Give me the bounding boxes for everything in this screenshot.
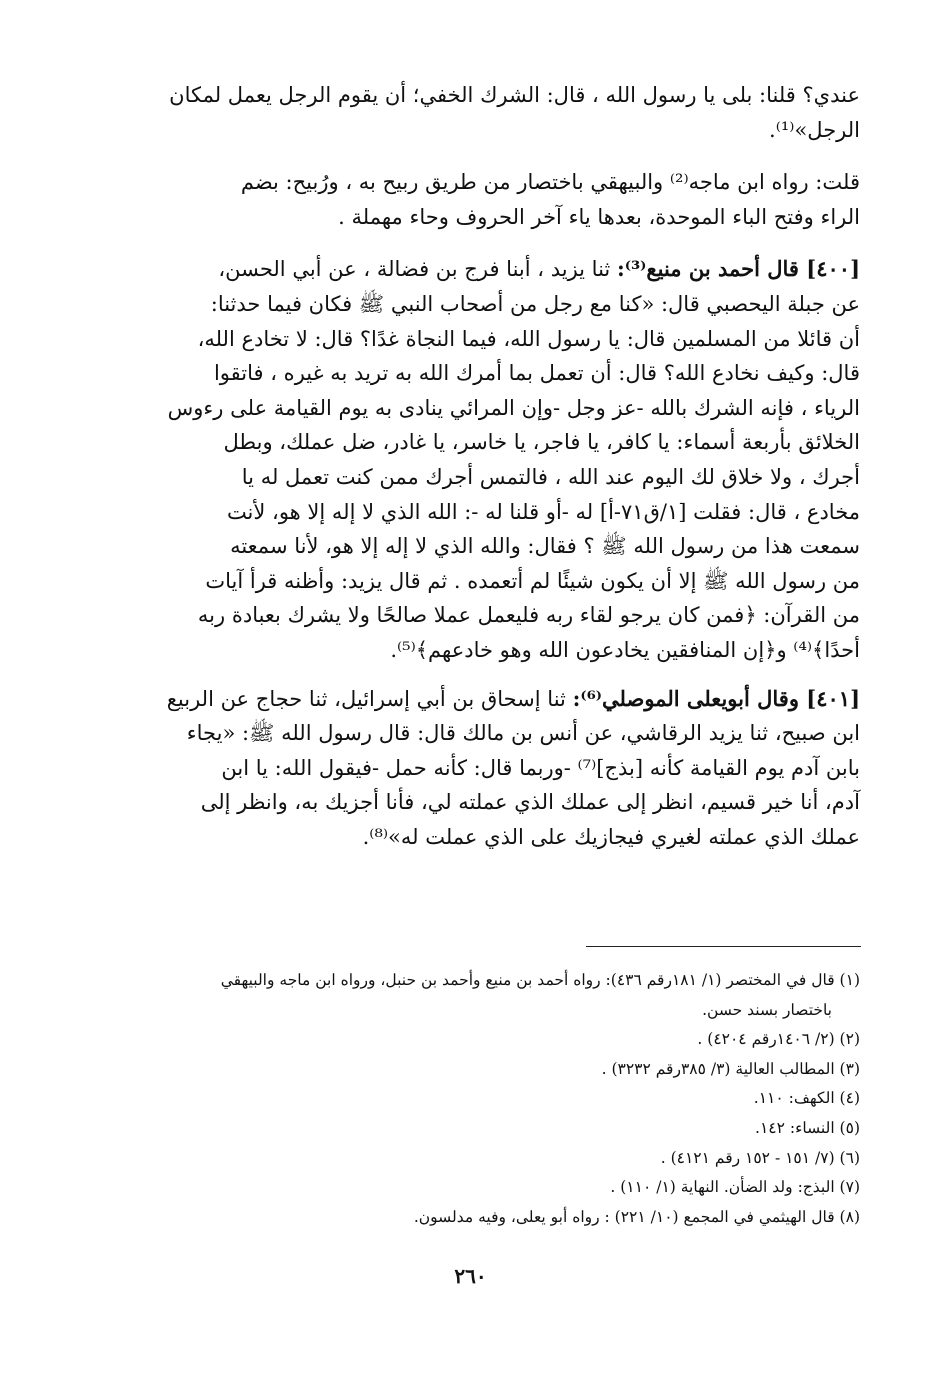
hadith-401-heading: [٤٠١] وقال أبويعلى الموصلي⁽⁶⁾: (572, 685, 860, 711)
footnote-7: (٧) البذج: ولد الضأن. النهاية (١/ ١١٠) . (610, 1178, 860, 1197)
footnote-2: (٢) (٢/ ١٤٠٦رقم ٤٢٠٤) . (697, 1030, 860, 1049)
main-text (80, 78, 860, 872)
paragraph-text: عندي؟ قلنا: بلى يا رسول الله ، قال: الشرك الخفي؛ أن يقوم الرجل يعمل لمكان الرجل»⁽¹⁾. (169, 83, 860, 142)
footnote-3: (٣) المطالب العالية (٣/ ٣٨٥رقم ٣٢٣٢) . (601, 1059, 860, 1078)
paragraph-text: قلت: رواه ابن ماجه⁽²⁾ والبيهقي باختصار من طريق ربيح به ، ورُبيح: بضم الراء وفتح الباء الموحدة، بعدها ياء آخر الحروف وحاء مهملة . (240, 170, 860, 229)
footnote-8: (٨) قال الهيثمي في المجمع (١٠/ ٢٢١) : رواه أبو يعلى، وفيه مدلسون. (413, 1207, 860, 1226)
paragraph-1 (80, 78, 860, 147)
page-number: ٢٦٠ (454, 1264, 487, 1288)
hadith-400 (80, 252, 860, 667)
paragraph-2 (80, 165, 860, 234)
footnote-1: (١) قال في المختصر (١/ ١٨١رقم ٤٣٦): رواه أحمد بن منيع وأحمد بن حنبل، ورواه ابن ماجه والبيهقي (220, 971, 860, 989)
footnote-divider (586, 946, 861, 947)
footnote-6: (٦) (٧/ ١٥١ - ١٥٢ رقم ٤١٢١) . (660, 1148, 860, 1167)
footnotes (80, 966, 860, 1232)
hadith-400-text: ثنا يزيد ، أبنا فرج بن فضالة ، عن أبي الحسن، عن جبلة اليحصبي قال: «كنا مع رجل من أصحاب النبي ﷺ فكان فيما حدثنا: أن قائلا من المسلمين قال: يا رسول الله، فيما النجاة غدًا؟ قال: لا تخادع الله، قال: وكيف نخادع الله؟ قال: أن تعمل بما أمرك الله به تريد به غيره ، فاتقوا الرياء ، فإنه الشرك بالله -عز وجل -وإن المرائي ينادى به يوم القيامة على رءوس الخلائق بأربعة أسماء: يا كافر، يا فاجر، يا خاسر، يا غادر، ضل عملك، وبطل أجرك ، ولا خلاق لك اليوم عند الله ، فالتمس أجرك ممن كنت تعمل له يا مخادع ، قال: فقلت [١/ق٧١-أ] له -أو قلنا له -: الله الذي لا إله إلا هو، لأنت سمعت هذا من رسول الله ﷺ ؟ فقال: والله الذي لا إله إلا هو، لأنا سمعته من رسول الله ﷺ إلا أن يكون شيئًا لم أتعمده . ثم قال يزيد: وأظنه قرأ آيات من القرآن: ﴿فمن كان يرجو لقاء ربه فليعمل عملا صالحًا ولا يشرك بعبادة ربه أحدًا﴾⁽⁴⁾ و﴿إن المنافقين يخادعون الله وهو خادعهم﴾⁽⁵⁾. (167, 257, 860, 662)
footnote-4: (٤) الكهف: ١١٠. (753, 1089, 860, 1108)
footnote-5: (٥) النساء: ١٤٢. (755, 1118, 860, 1137)
hadith-400-heading: [٤٠٠] قال أحمد بن منيع⁽³⁾: (616, 256, 860, 282)
footnote-1-continuation: باختصار بسند حسن. (702, 1000, 832, 1019)
hadith-401 (80, 682, 860, 855)
hadith-401-text: ثنا إسحاق بن أبي إسرائيل، ثنا حجاج عن الربيع ابن صبيح، ثنا يزيد الرقاشي، عن أنس بن مالك قال: قال رسول الله ﷺ: «يجاء بابن آدم يوم القيامة كأنه [بذج]⁽⁷⁾ -وربما قال: كأنه حمل -فيقول الله: يا ابن آدم، أنا خير قسيم، انظر إلى عملك الذي عملته لي، فأنا أجزيك به، وانظر إلى عملك الذي عملته لغيري فيجازيك على الذي عملت له»⁽⁸⁾. (166, 686, 860, 849)
